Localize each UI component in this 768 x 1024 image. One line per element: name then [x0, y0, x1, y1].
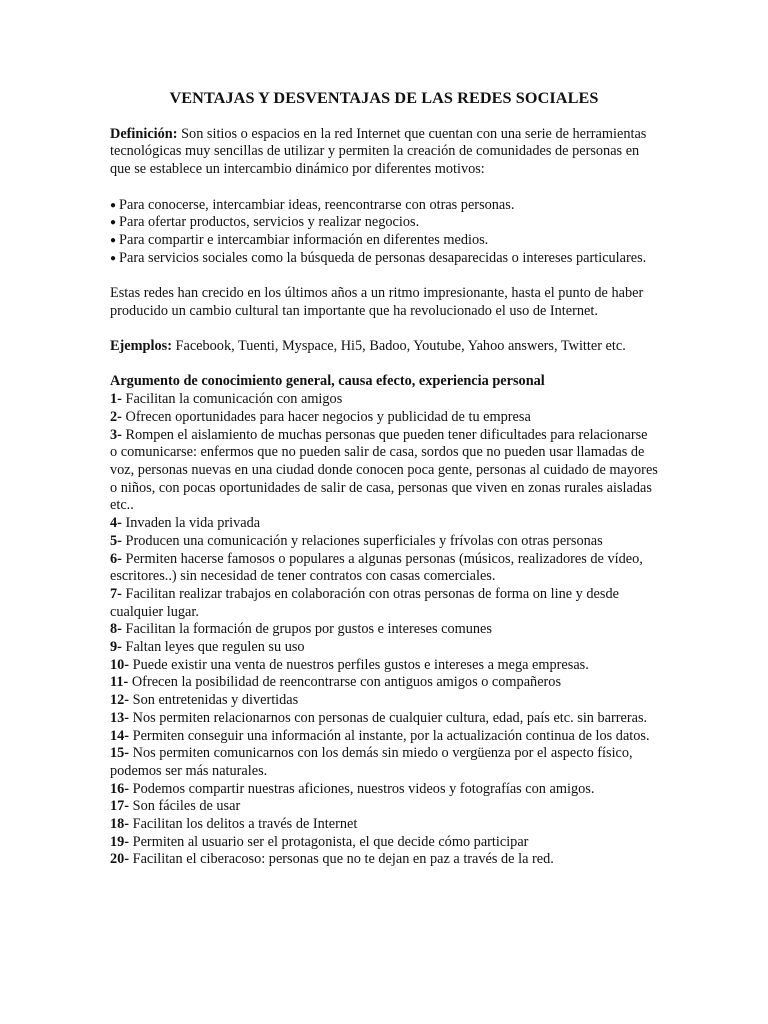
- bullet-icon: ●: [110, 199, 117, 211]
- argument-item: [110, 551, 658, 586]
- bullet-icon: ●: [110, 234, 117, 246]
- bullet-text: Para conocerse, intercambiar ideas, reencontrarse con otras personas.: [119, 196, 515, 213]
- bullet-item: [110, 214, 658, 232]
- argument-number: 1-: [110, 391, 122, 408]
- argument-number: 6-: [110, 550, 122, 567]
- bullet-icon: ●: [110, 217, 117, 229]
- argument-text: Permiten hacerse famosos o populares a algunas personas (músicos, realizadores de vídeo, escritores..) sin necesidad de tener contratos con casas comerciales.: [110, 550, 643, 585]
- spacer: [110, 179, 658, 197]
- argument-item: [110, 586, 658, 621]
- argument-number: 16-: [110, 780, 130, 797]
- argument-item: [110, 621, 658, 639]
- argument-text: Ofrecen oportunidades para hacer negocios y publicidad de tu empresa: [121, 408, 531, 425]
- bullet-text: Para servicios sociales como la búsqueda de personas desaparecidas o intereses particulares.: [119, 249, 647, 266]
- argument-number: 14-: [110, 727, 130, 744]
- argument-item: [110, 692, 658, 710]
- argument-item: [110, 639, 658, 657]
- argument-item: [110, 533, 658, 551]
- examples-label: Ejemplos:: [110, 338, 172, 355]
- argument-number: 3-: [110, 426, 122, 443]
- argument-number: 9-: [110, 639, 122, 656]
- arguments-list: [110, 391, 658, 869]
- argument-text: Puede existir una venta de nuestros perfiles gustos e intereses a mega empresas.: [129, 656, 589, 673]
- spacer: [110, 356, 658, 374]
- argument-item: [110, 816, 658, 834]
- document-title: VENTAJAS Y DESVENTAJAS DE LAS REDES SOCIALES: [169, 89, 599, 107]
- argument-item: [110, 834, 658, 852]
- argument-number: 2-: [110, 408, 122, 425]
- argument-number: 4-: [110, 515, 122, 532]
- argument-number: 18-: [110, 816, 130, 833]
- bullet-item: [110, 197, 658, 215]
- argument-text: Facilitan el ciberacoso: personas que no te dejan en paz a través de la red.: [129, 851, 554, 868]
- bullet-list: [110, 197, 658, 268]
- argument-text: Podemos compartir nuestras aficiones, nuestros videos y fotografías con amigos.: [129, 780, 595, 797]
- argument-number: 11-: [110, 674, 129, 691]
- argument-number: 19-: [110, 833, 130, 850]
- argument-item: [110, 515, 658, 533]
- argument-item: [110, 674, 658, 692]
- argument-item: [110, 391, 658, 409]
- argument-number: 17-: [110, 798, 130, 815]
- argument-text: Facilitan realizar trabajos en colaboración con otras personas de forma on line y desde cualquier lugar.: [110, 585, 619, 620]
- bullet-text: Para ofertar productos, servicios y realizar negocios.: [119, 214, 420, 231]
- argument-number: 5-: [110, 532, 122, 549]
- argument-item: [110, 781, 658, 799]
- argument-item: [110, 427, 658, 516]
- argument-number: 8-: [110, 621, 122, 638]
- argument-number: 13-: [110, 709, 130, 726]
- argument-number: 20-: [110, 851, 130, 868]
- argument-item: [110, 745, 658, 780]
- argument-text: Facilitan la comunicación con amigos: [121, 391, 343, 408]
- argument-item: [110, 710, 658, 728]
- argument-number: 7-: [110, 585, 122, 602]
- argument-text: Nos permiten comunicarnos con los demás sin miedo o vergüenza por el aspecto físico, podemos ser más naturales.: [110, 745, 633, 779]
- definition-label: Definición:: [110, 125, 178, 142]
- argument-number: 12-: [110, 692, 130, 709]
- argument-text: Facilitan los delitos a través de Internet: [129, 816, 358, 833]
- argument-number: 15-: [110, 745, 130, 762]
- growth-paragraph: Estas redes han crecido en los últimos años a un ritmo impresionante, hasta el punto de haber producido un cambio cultural tan importante que ha revolucionado el uso de Internet.: [110, 285, 644, 319]
- argument-text: Permiten al usuario ser el protagonista, el que decide cómo participar: [129, 833, 529, 850]
- bullet-item: [110, 250, 658, 268]
- bullet-icon: ●: [110, 252, 117, 264]
- argument-text: Son entretenidas y divertidas: [129, 692, 299, 709]
- definition-text: Son sitios o espacios en la red Internet que cuentan con una serie de herramientas tecnológicas muy sencillas de utilizar y permiten la creación de comunidades de personas en que se establece un intercambio dinámico por diferentes motivos:: [110, 125, 647, 178]
- argument-text: Facilitan la formación de grupos por gustos e intereses comunes: [121, 621, 492, 638]
- bullet-item: [110, 232, 658, 250]
- bullet-text: Para compartir e intercambiar información en diferentes medios.: [119, 231, 489, 248]
- argument-text: Producen una comunicación y relaciones superficiales y frívolas con otras personas: [121, 532, 603, 549]
- argument-text: Permiten conseguir una información al instante, por la actualización continua de los datos.: [129, 727, 650, 744]
- spacer: [110, 320, 658, 338]
- examples-paragraph: [110, 338, 658, 356]
- arguments-heading: Argumento de conocimiento general, causa efecto, experiencia personal: [110, 373, 545, 390]
- argument-text: Faltan leyes que regulen su uso: [121, 639, 305, 656]
- definition-paragraph: [110, 126, 658, 179]
- argument-text: Son fáciles de usar: [129, 798, 241, 815]
- examples-text: Facebook, Tuenti, Myspace, Hi5, Badoo, Youtube, Yahoo answers, Twitter etc.: [171, 338, 626, 355]
- argument-text: Rompen el aislamiento de muchas personas que pueden tener dificultades para relacionarse o comunicarse: enfermos que no pueden salir de casa, sordos que no pueden usar llamadas de voz, personas nuevas en una ciudad donde conocen poca gente, personas al cuidado de mayores o niños, con pocas oportunidades de salir de casa, personas que viven en zonas rurales aisladas etc..: [110, 426, 658, 514]
- argument-text: Invaden la vida privada: [121, 515, 261, 532]
- argument-item: [110, 851, 658, 869]
- argument-item: [110, 728, 658, 746]
- argument-number: 10-: [110, 656, 130, 673]
- argument-item: [110, 657, 658, 675]
- argument-text: Ofrecen la posibilidad de reencontrarse con antiguos amigos o compañeros: [128, 674, 562, 691]
- argument-item: [110, 409, 658, 427]
- argument-item: [110, 798, 658, 816]
- argument-text: Nos permiten relacionarnos con personas de cualquier cultura, edad, país etc. sin barreras.: [129, 709, 648, 726]
- spacer: [110, 267, 658, 285]
